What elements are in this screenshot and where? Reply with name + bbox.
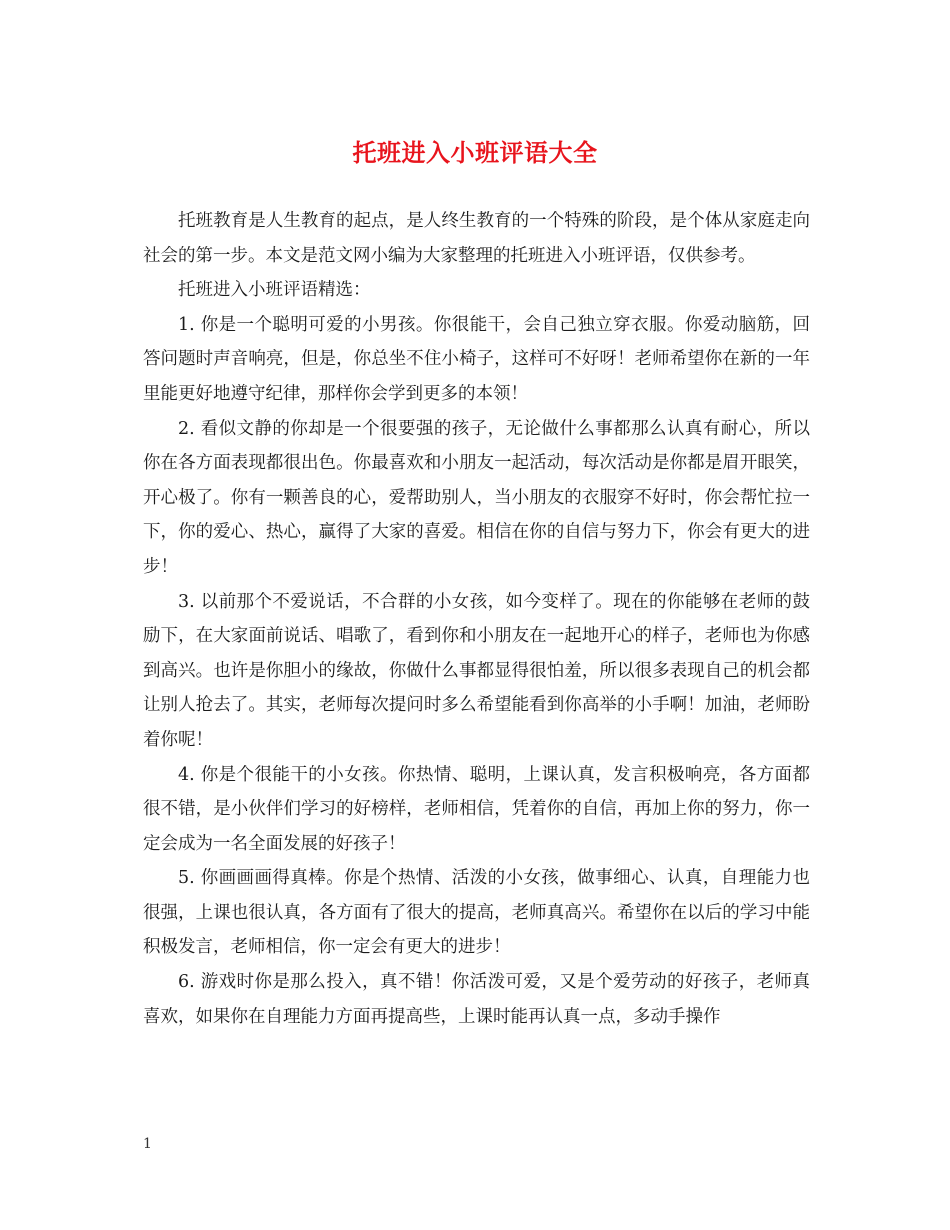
intro-paragraph: 托班教育是人生教育的起点，是人终生教育的一个特殊的阶段，是个体从家庭走向社会的第一步。本文是范文网小编为大家整理的托班进入小班评语，仅供参考。	[143, 211, 810, 266]
section-heading: 托班进入小班评语精选：	[178, 280, 371, 301]
comment-paragraph-3: 3. 以前那个不爱说话，不合群的小女孩，如今变样了。现在的你能够在老师的鼓励下，在大家面前说话、唱歌了，看到你和小朋友在一起地开心的样子，老师也为你感到高兴。也许是你胆小的缘故，你做什么事都显得很怕羞，所以很多表现自己的机会都让别人抢去了。其实，老师每次提问时多么希望能看到你高举的小手啊！加油，老师盼着你呢！	[143, 591, 810, 750]
document-body	[143, 204, 810, 1034]
page-number: 1	[143, 1136, 152, 1152]
document-title: 托班进入小班评语大全	[352, 138, 598, 167]
comment-paragraph-2: 2. 看似文静的你却是一个很要强的孩子，无论做什么事都那么认真有耐心，所以你在各方面表现都很出色。你最喜欢和小朋友一起活动，每次活动是你都是眉开眼笑，开心极了。你有一颗善良的心，爱帮助别人，当小朋友的衣服穿不好时，你会帮忙拉一下，你的爱心、热心，赢得了大家的喜爱。相信在你的自信与努力下，你会有更大的进步！	[143, 418, 810, 577]
comment-paragraph-5: 5. 你画画画得真棒。你是个热情、活泼的小女孩，做事细心、认真，自理能力也很强，上课也很认真，各方面有了很大的提高，老师真高兴。希望你在以后的学习中能积极发言，老师相信，你一定会有更大的进步！	[143, 868, 810, 958]
comment-paragraph-4: 4. 你是个很能干的小女孩。你热情、聪明，上课认真，发言积极响亮，各方面都很不错，是小伙伴们学习的好榜样，老师相信，凭着你的自信，再加上你的努力，你一定会成为一名全面发展的好孩子！	[143, 764, 810, 854]
comment-paragraph-1: 1. 你是一个聪明可爱的小男孩。你很能干，会自己独立穿衣服。你爱动脑筋，回答问题时声音响亮，但是，你总坐不住小椅子，这样可不好呀！老师希望你在新的一年里能更好地遵守纪律，那样你会学到更多的本领！	[143, 314, 810, 404]
comment-paragraph-6: 6. 游戏时你是那么投入，真不错！你活泼可爱，又是个爱劳动的好孩子，老师真喜欢，如果你在自理能力方面再提高些，上课时能再认真一点，多动手操作	[143, 972, 810, 1027]
